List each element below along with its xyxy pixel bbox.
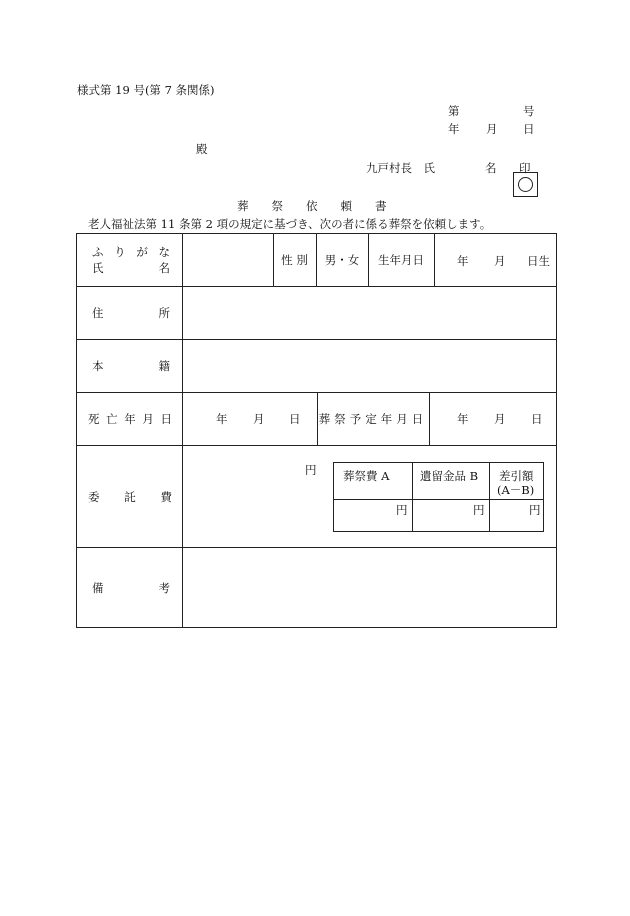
number-suffix: 号	[523, 104, 535, 118]
fee-b-label: 遺留金品 B	[420, 469, 479, 483]
fee-a-label: 葬祭費 A	[343, 469, 390, 483]
addressee-honorific: 殿	[196, 142, 208, 156]
domicile-label-char: 籍	[158, 359, 170, 373]
fee-a-yen: 円	[396, 503, 408, 517]
issue-date-year: 年	[448, 122, 460, 136]
address-label-char: 住	[92, 306, 104, 320]
gender-label: 性 別	[281, 253, 308, 267]
furigana-char: な	[158, 245, 170, 259]
gender-options[interactable]: 男・女	[324, 253, 360, 267]
request-form-table	[76, 233, 557, 628]
death-date-label	[88, 411, 172, 427]
death-day: 日	[289, 412, 301, 426]
fee-diff-yen: 円	[529, 503, 541, 517]
remarks-label	[92, 580, 170, 596]
address-label-char: 所	[158, 306, 170, 320]
issue-date-day: 日	[523, 122, 535, 136]
name-label-char: 名	[158, 261, 170, 275]
seal-box	[513, 172, 538, 197]
fee-diff-label: 差引額	[499, 469, 534, 483]
name-label	[92, 260, 170, 276]
number-prefix: 第	[448, 104, 460, 118]
funeral-month: 月	[494, 412, 506, 426]
death-date-char: 日	[160, 412, 172, 426]
commission-char: 託	[124, 490, 136, 504]
commission-char: 費	[160, 490, 172, 504]
commission-yen: 円	[305, 463, 317, 477]
fee-breakdown-table	[333, 462, 544, 532]
row-divider	[77, 445, 556, 446]
death-date-char: 年	[124, 412, 136, 426]
commission-label	[88, 489, 172, 505]
label-column-divider	[182, 234, 183, 628]
furigana-label	[92, 244, 170, 260]
row-divider	[77, 286, 556, 287]
death-year: 年	[216, 412, 228, 426]
death-date-char: 月	[142, 412, 154, 426]
birthdate-year: 年	[457, 254, 469, 268]
fee-diff-formula: (A－B)	[497, 483, 535, 497]
birthdate-suffix: 日生	[527, 254, 550, 268]
column-divider	[434, 234, 435, 286]
row-divider	[77, 547, 556, 548]
intro-text: 老人福祉法第 11 条第 2 項の規定に基づき、次の者に係る葬祭を依頼します。	[88, 217, 492, 231]
address-label	[92, 305, 170, 321]
furigana-char: が	[136, 245, 148, 259]
issuer-title: 九戸村長 氏	[366, 161, 435, 175]
funeral-date-label: 葬祭予定年月日	[318, 411, 428, 426]
fee-column-divider	[489, 463, 490, 531]
issue-date-month: 月	[486, 122, 498, 136]
form-number: 様式第 19 号(第 7 条関係)	[77, 83, 215, 97]
fee-column-divider	[412, 463, 413, 531]
fee-b-yen: 円	[473, 503, 485, 517]
birthdate-label: 生年月日	[378, 253, 424, 267]
seal-circle-icon	[518, 177, 533, 192]
seal-label: 印	[519, 161, 531, 175]
funeral-day: 日	[531, 412, 543, 426]
issuer-name-label: 名	[485, 161, 497, 175]
furigana-char: ふ	[92, 245, 104, 259]
domicile-label	[92, 358, 170, 374]
document-title: 葬 祭 依 頼 書	[237, 199, 387, 213]
death-month: 月	[253, 412, 265, 426]
fee-row-divider	[334, 499, 543, 500]
column-divider	[429, 392, 430, 445]
funeral-year: 年	[457, 412, 469, 426]
death-date-char: 亡	[106, 412, 118, 426]
death-date-char: 死	[88, 412, 100, 426]
domicile-label-char: 本	[92, 359, 104, 373]
birthdate-month: 月	[494, 254, 506, 268]
commission-char: 委	[88, 490, 100, 504]
remarks-char: 考	[158, 581, 170, 595]
row-divider	[77, 339, 556, 340]
name-label-char: 氏	[92, 261, 104, 275]
remarks-char: 備	[92, 581, 104, 595]
furigana-char: り	[114, 245, 126, 259]
